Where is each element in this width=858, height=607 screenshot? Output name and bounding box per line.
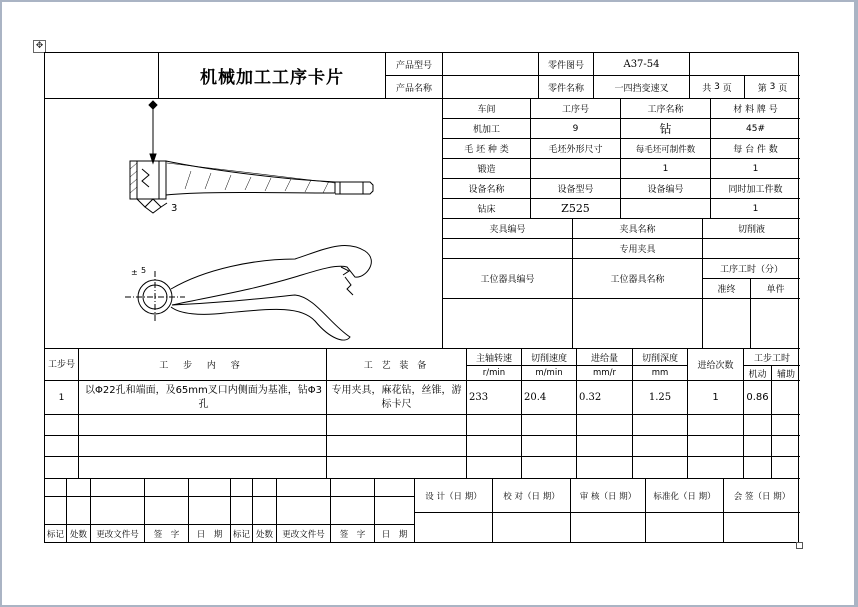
part-drawing-no-value[interactable]: A37-54 <box>594 53 690 76</box>
operation-name-label: 工序名称 <box>621 99 711 119</box>
col-cut-speed-unit: m/min <box>522 366 577 381</box>
mark-label: 标记 <box>45 525 67 542</box>
empty-cell[interactable] <box>327 457 467 479</box>
step-feed[interactable]: 0.32 <box>577 381 633 415</box>
col-spindle-speed-unit: r/min <box>467 366 522 381</box>
col-passes: 进给次数 <box>688 349 744 381</box>
signature-label: 签 字 <box>331 525 375 542</box>
step-passes[interactable]: 1 <box>688 381 744 415</box>
col-depth-unit: mm <box>633 366 688 381</box>
rev-cell[interactable] <box>231 479 253 497</box>
blank-size-value[interactable] <box>531 159 621 179</box>
part-drawing-area <box>45 99 443 349</box>
sheet-number: 第 3 页 <box>745 76 800 99</box>
table-resize-handle[interactable] <box>796 542 803 549</box>
coolant-label: 切削液 <box>703 219 800 239</box>
blank-type-label: 毛 坯 种 类 <box>443 139 531 159</box>
station-tool-name-label: 工位器具名称 <box>573 259 703 299</box>
equipment-model-value[interactable]: Z525 <box>531 199 621 219</box>
empty-cell[interactable] <box>744 436 772 457</box>
rev-cell[interactable] <box>331 497 375 525</box>
product-name-value[interactable] <box>443 76 539 99</box>
operation-no-value[interactable]: 9 <box>531 119 621 139</box>
check-date-label: 校 对（日 期） <box>493 479 571 513</box>
empty-cell[interactable] <box>45 436 79 457</box>
total-pages: 共 3 页 <box>690 76 745 99</box>
pieces-per-blank-label: 每毛坯可制件数 <box>621 139 711 159</box>
fixture-name-value[interactable]: 专用夹具 <box>573 239 703 259</box>
col-machine-time: 机动 <box>744 366 772 381</box>
process-card-table <box>44 52 799 543</box>
equipment-name-label: 设备名称 <box>443 179 531 199</box>
rev-cell[interactable] <box>375 497 415 525</box>
fixture-no-value[interactable] <box>443 239 573 259</box>
unit-time-value[interactable] <box>751 299 800 349</box>
part-drawing-no-label: 零件图号 <box>539 53 594 76</box>
empty-cell[interactable] <box>772 415 800 436</box>
document-page <box>2 2 854 605</box>
design-date-value[interactable] <box>415 513 493 542</box>
empty-cell[interactable] <box>772 436 800 457</box>
rev-cell[interactable] <box>145 479 189 497</box>
step-cut-speed[interactable]: 20.4 <box>522 381 577 415</box>
step-depth[interactable]: 1.25 <box>633 381 688 415</box>
standardization-date-label: 标准化（日 期） <box>646 479 724 513</box>
step-aux-time[interactable] <box>772 381 800 415</box>
rev-cell[interactable] <box>375 479 415 497</box>
review-date-value[interactable] <box>571 513 646 542</box>
operation-no-label: 工序号 <box>531 99 621 119</box>
equipment-name-value[interactable]: 钻床 <box>443 199 531 219</box>
station-tool-name-value[interactable] <box>573 299 703 349</box>
count-label: 处数 <box>67 525 91 542</box>
pieces-per-blank-value[interactable]: 1 <box>621 159 711 179</box>
fork-side-view <box>130 101 373 213</box>
part-name-label: 零件名称 <box>539 76 594 99</box>
fork-front-view <box>125 246 371 341</box>
rev-cell[interactable] <box>45 479 67 497</box>
empty-cell[interactable] <box>327 436 467 457</box>
blank-cell <box>45 53 159 99</box>
empty-cell[interactable] <box>688 457 744 479</box>
rev-cell[interactable] <box>67 497 91 525</box>
empty-cell[interactable] <box>522 457 577 479</box>
rev-cell[interactable] <box>145 497 189 525</box>
mark-label: 标记 <box>231 525 253 542</box>
svg-text:5: 5 <box>141 266 147 275</box>
empty-cell[interactable] <box>79 457 327 479</box>
col-spindle-speed: 主轴转速 <box>467 349 522 366</box>
equipment-no-label: 设备编号 <box>621 179 711 199</box>
signature-label: 签 字 <box>145 525 189 542</box>
empty-cell[interactable] <box>467 415 522 436</box>
count-label: 处数 <box>253 525 277 542</box>
empty-cell[interactable] <box>577 457 633 479</box>
col-equipment: 工 艺 装 备 <box>327 349 467 381</box>
empty-cell[interactable] <box>688 415 744 436</box>
blank-size-label: 毛坯外形尺寸 <box>531 139 621 159</box>
coolant-value[interactable] <box>703 239 800 259</box>
countersign-date-value[interactable] <box>724 513 800 542</box>
col-step-time: 工步工时 <box>744 349 800 366</box>
empty-cell[interactable] <box>522 436 577 457</box>
empty-cell[interactable] <box>633 415 688 436</box>
review-date-label: 审 核（日 期） <box>571 479 646 513</box>
blank-cell <box>690 53 800 76</box>
col-aux-time: 辅助 <box>772 366 800 381</box>
change-doc-no-label: 更改文件号 <box>91 525 145 542</box>
rev-cell[interactable] <box>253 497 277 525</box>
empty-cell[interactable] <box>467 457 522 479</box>
prep-time-value[interactable] <box>703 299 751 349</box>
rev-cell[interactable] <box>91 497 145 525</box>
card-title: 机械加工工序卡片 <box>159 53 386 99</box>
empty-cell[interactable] <box>744 415 772 436</box>
empty-cell[interactable] <box>688 436 744 457</box>
rev-cell[interactable] <box>277 497 331 525</box>
empty-cell[interactable] <box>577 436 633 457</box>
check-date-value[interactable] <box>493 513 571 542</box>
operation-name-value[interactable]: 钻 <box>621 119 711 139</box>
empty-cell[interactable] <box>522 415 577 436</box>
col-depth: 切削深度 <box>633 349 688 366</box>
countersign-date-label: 会 签（日 期） <box>724 479 800 513</box>
col-step-content: 工 步 内 容 <box>79 349 327 381</box>
product-model-value[interactable] <box>443 53 539 76</box>
simultaneous-pieces-value[interactable]: 1 <box>711 199 800 219</box>
empty-cell[interactable] <box>577 415 633 436</box>
empty-cell[interactable] <box>467 436 522 457</box>
col-feed: 进给量 <box>577 349 633 366</box>
pieces-per-unit-label: 每 台 件 数 <box>711 139 800 159</box>
rev-cell[interactable] <box>189 497 231 525</box>
empty-cell[interactable] <box>45 415 79 436</box>
rev-cell[interactable] <box>67 479 91 497</box>
station-tool-no-value[interactable] <box>443 299 573 349</box>
label-3: 3 <box>171 203 178 214</box>
date-label: 日 期 <box>375 525 415 542</box>
pieces-per-unit-value[interactable]: 1 <box>711 159 800 179</box>
part-name-value[interactable]: 一四挡变速叉 <box>594 76 690 99</box>
material-grade-value[interactable]: 45# <box>711 119 800 139</box>
step-content[interactable]: 以Φ22孔和端面，及65mm叉口内侧面为基准，钻Φ3孔 <box>79 381 327 415</box>
simultaneous-pieces-label: 同时加工件数 <box>711 179 800 199</box>
fixture-no-label: 夹具编号 <box>443 219 573 239</box>
empty-cell[interactable] <box>327 415 467 436</box>
rev-cell[interactable] <box>189 479 231 497</box>
product-model-label: 产品型号 <box>386 53 443 76</box>
empty-cell[interactable] <box>79 436 327 457</box>
blank-type-value[interactable]: 锻造 <box>443 159 531 179</box>
col-feed-unit: mm/r <box>577 366 633 381</box>
equipment-no-value[interactable] <box>621 199 711 219</box>
empty-cell[interactable] <box>633 436 688 457</box>
step-spindle-speed[interactable]: 233 <box>467 381 522 415</box>
operation-time-label: 工序工时（分） <box>703 259 800 279</box>
design-date-label: 设 计（日 期） <box>415 479 493 513</box>
prep-time-label: 准终 <box>703 279 751 299</box>
col-step-no: 工步号 <box>45 349 79 381</box>
rev-cell[interactable] <box>45 497 67 525</box>
change-doc-no-label: 更改文件号 <box>277 525 331 542</box>
step-equipment[interactable]: 专用夹具，麻花钻，丝锥，游标卡尺 <box>327 381 467 415</box>
rev-cell[interactable] <box>231 497 253 525</box>
unit-time-label: 单件 <box>751 279 800 299</box>
part-sketch <box>45 99 443 349</box>
equipment-model-label: 设备型号 <box>531 179 621 199</box>
table-move-handle-icon[interactable]: ✥ <box>33 40 46 53</box>
col-cut-speed: 切削速度 <box>522 349 577 366</box>
empty-cell[interactable] <box>772 457 800 479</box>
rev-cell[interactable] <box>91 479 145 497</box>
empty-cell[interactable] <box>744 457 772 479</box>
rev-cell[interactable] <box>331 479 375 497</box>
step-machine-time[interactable]: 0.86 <box>744 381 772 415</box>
rev-cell[interactable] <box>277 479 331 497</box>
material-grade-label: 材 料 牌 号 <box>711 99 800 119</box>
product-name-label: 产品名称 <box>386 76 443 99</box>
svg-text:±: ± <box>131 268 138 277</box>
empty-cell[interactable] <box>79 415 327 436</box>
empty-cell[interactable] <box>45 457 79 479</box>
empty-cell[interactable] <box>633 457 688 479</box>
date-label: 日 期 <box>189 525 231 542</box>
station-tool-no-label: 工位器具编号 <box>443 259 573 299</box>
fixture-name-label: 夹具名称 <box>573 219 703 239</box>
workshop-label: 车间 <box>443 99 531 119</box>
rev-cell[interactable] <box>253 479 277 497</box>
standardization-date-value[interactable] <box>646 513 724 542</box>
workshop-value[interactable]: 机加工 <box>443 119 531 139</box>
step-no[interactable]: 1 <box>45 381 79 415</box>
